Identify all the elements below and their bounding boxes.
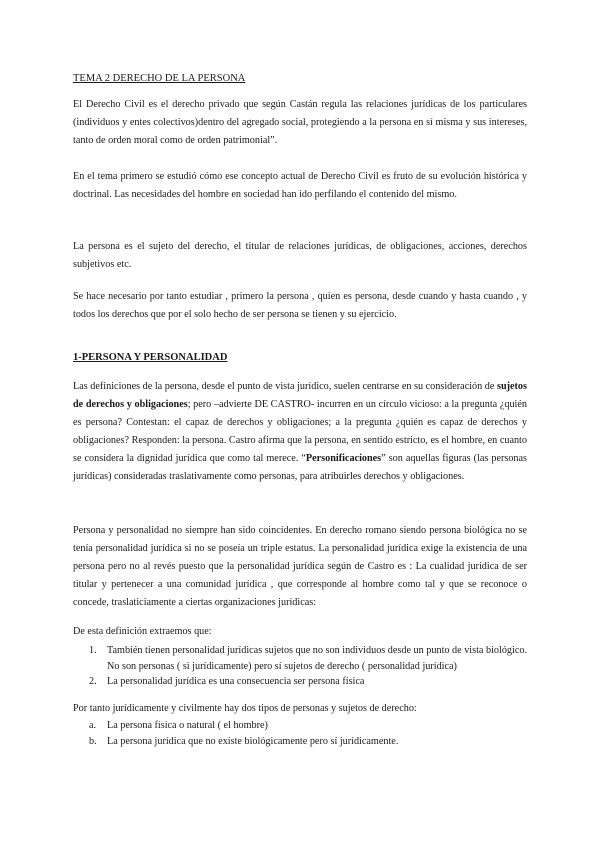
lettered-list [73,718,527,749]
list-item [73,718,527,734]
list-marker: 1. [89,645,97,656]
list-marker: b. [89,735,97,747]
intro-paragraph-3: La persona es el sujeto del derecho, el titular de relaciones jurídicas, de obligaciones, acciones, derechos subjetivos etc. [73,241,527,270]
list-item-text: También tienen personalidad jurídicas sujetos que no son individuos desde un punto de vista biológico. No son personas ( si jurídicamente) pero sí sujetos de derecho ( personalidad jurídica) [107,645,528,672]
section1-p1-text-1: Las definiciones de la persona, desde el punto de vista jurídico, suelen centrarse en su consideración de [73,381,497,392]
list-marker: 2. [89,676,97,687]
list-item-text: La persona física o natural ( el hombre) [107,720,268,731]
intro-paragraph-1: El Derecho Civil es el derecho privado que según Castán regula las relaciones jurídicas de los particulares (individuos y entes colectivos)dentro del agregado social, protegiendo a la persona en sí misma y sus intereses, tanto de orden moral como de orden patrimonial”. [73,99,527,146]
list-marker: a. [89,720,97,731]
intro-paragraph-4: Se hace necesario por tanto estudiar , primero la persona , quien es persona, desde cuando y hasta cuando , y todos los derechos que por el solo hecho de ser persona se tienen y su ejercicio. [73,291,527,320]
section1-p1-text-2: ; pero –advierte DE CASTRO- incurren en un círculo vicioso: a la pregunta ¿quién es persona? Contestan: el capaz de derechos y obligaciones; a la pregunta ¿quién es capaz de derechos y obligaciones? Responden: la persona. Castro afirma que la persona, en sentido estricto, es el hombre, en cuanto se considera la dignidad jurídica que como tal merece. “ [73,399,527,464]
definition-intro: De esta definición extraemos que: [73,626,212,637]
section-heading-persona-personalidad: 1-PERSONA Y PERSONALIDAD [73,352,228,363]
list-item [73,734,527,750]
list-item-text: La persona jurídica que no existe biológicamente pero sí jurídicamente. [107,735,399,747]
section1-p1-bold-1: sujetos de derechos y obligaciones [73,381,527,410]
section1-paragraph-1 [73,378,527,486]
list-item-text: La personalidad jurídica es una consecuencia ser persona física [107,676,365,687]
intro-paragraph-2: En el tema primero se estudió cómo ese concepto actual de Derecho Civil es fruto de su evolución histórica y doctrinal. Las necesidades del hombre en sociedad han ido perfilando el contenido del mismo. [73,171,527,200]
types-intro: Por tanto jurídicamente y civilmente hay dos tipos de personas y sujetos de derecho: [73,703,417,714]
list-item [73,643,527,674]
section1-p1-bold-2: Personificaciones [305,453,382,464]
numbered-list [73,643,527,690]
document-title: TEMA 2 DERECHO DE LA PERSONA [73,73,246,84]
section1-paragraph-2: Persona y personalidad no siempre han sido coincidentes. En derecho romano siendo persona biológica no se tenía personalidad jurídica si no se poseía un triple estatus. La personalidad jurídica exige la existencia de una persona pero no al revés puesto que la personalidad jurídica según de Castro es : La cualidad jurídica de ser titular y pertenecer a una comunidad jurídica , que corresponde al hombre como tal y que se reconoce o concede, traslaticiamente a ciertas organizaciones jurídicas: [73,525,527,608]
list-item [73,674,527,690]
section1-p1-text-3: ” son aquellas figuras (las personas jurídicas) consideradas traslativamente como personas, para atribuirles derechos y obligaciones. [73,453,527,482]
